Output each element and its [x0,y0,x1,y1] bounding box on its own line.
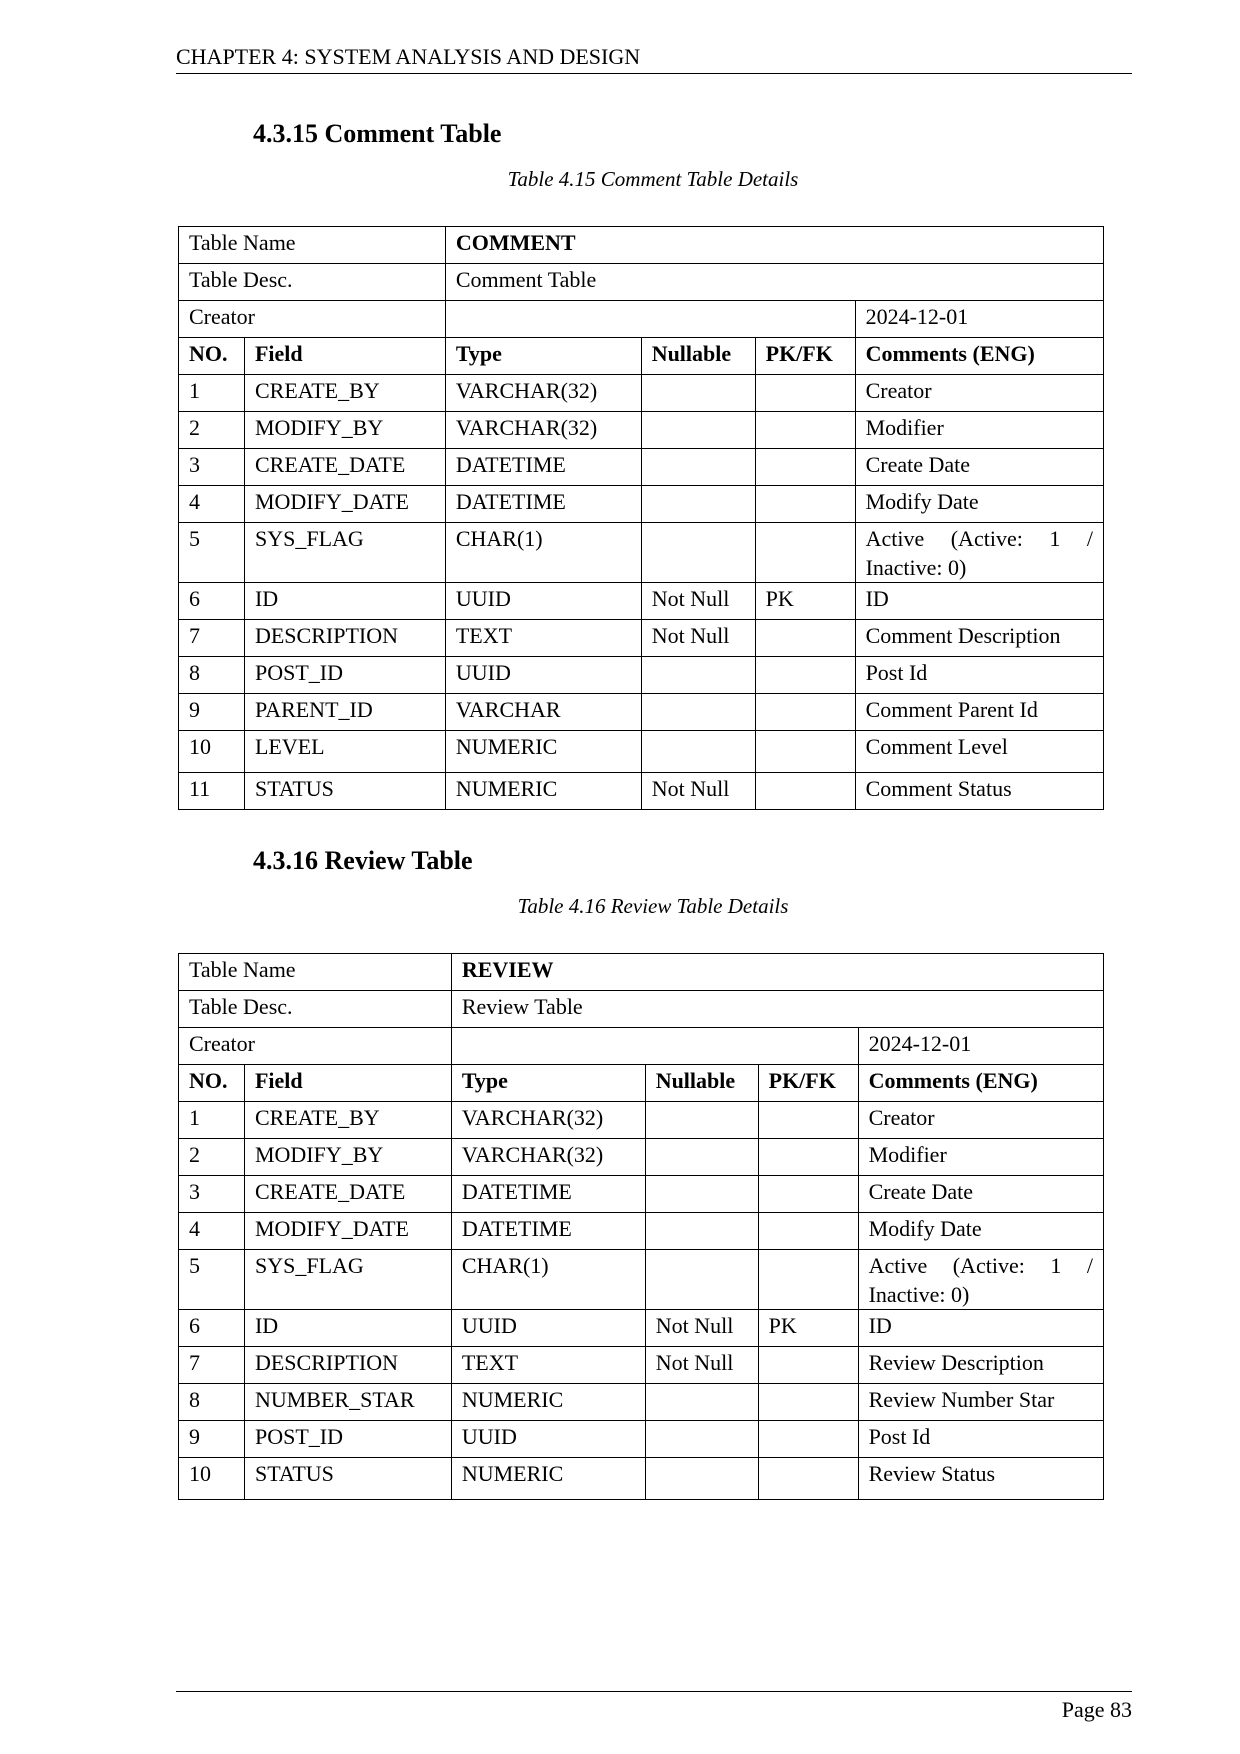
cell-no: 6 [179,583,245,620]
col-header-no: NO. [179,338,245,375]
table-desc-value: Comment Table [445,264,1103,301]
cell-nullable [645,1213,758,1250]
cell-no: 1 [179,1102,245,1139]
table-row [179,1458,1104,1500]
table-caption-review: Table 4.16 Review Table Details [517,894,789,918]
cell-nullable [645,1139,758,1176]
cell-field: SYS_FLAG [244,523,445,583]
column-header-row [179,1065,1104,1102]
cell-pkfk [758,1384,858,1421]
col-header-no: NO. [179,1065,245,1102]
cell-nullable [641,694,755,731]
section-title-review: 4.3.16 Review Table [253,846,473,875]
col-header-pkfk: PK/FK [758,1065,858,1102]
creator-label: Creator [179,301,446,338]
cell-nullable [641,657,755,694]
cell-type: DATETIME [451,1213,645,1250]
col-header-type: Type [451,1065,645,1102]
cell-pkfk [755,523,855,583]
cell-type: CHAR(1) [445,523,641,583]
cell-pkfk [755,486,855,523]
cell-pkfk [755,657,855,694]
cell-comments: Modifier [858,1139,1103,1176]
cell-type: NUMERIC [451,1458,645,1500]
table-row [179,1421,1104,1458]
col-header-nullable: Nullable [645,1065,758,1102]
cell-pkfk [758,1102,858,1139]
cell-pkfk [758,1213,858,1250]
cell-type: UUID [445,583,641,620]
cell-type: DATETIME [451,1176,645,1213]
table-row [179,1139,1104,1176]
col-header-field: Field [244,338,445,375]
header-rule [176,73,1132,74]
table-row [179,657,1104,694]
cell-pkfk [755,694,855,731]
cell-pkfk [755,412,855,449]
cell-comments: Comment Level [855,731,1103,773]
cell-nullable [641,523,755,583]
cell-no: 5 [179,523,245,583]
cell-type: NUMERIC [445,773,641,810]
cell-field: STATUS [244,773,445,810]
table-row [179,375,1104,412]
cell-type: UUID [451,1310,645,1347]
cell-type: UUID [451,1421,645,1458]
cell-pkfk [755,375,855,412]
cell-type: CHAR(1) [451,1250,645,1310]
cell-comments: Active (Active: 1 / Inactive: 0) [855,523,1103,583]
table-row [179,1310,1104,1347]
cell-field: PARENT_ID [244,694,445,731]
creator-label: Creator [179,1028,452,1065]
table-row [179,1384,1104,1421]
cell-type: VARCHAR(32) [451,1139,645,1176]
cell-pkfk [758,1421,858,1458]
table-row [179,1102,1104,1139]
cell-type: DATETIME [445,449,641,486]
cell-no: 7 [179,1347,245,1384]
table-row [179,620,1104,657]
cell-type: VARCHAR(32) [445,375,641,412]
cell-nullable [645,1250,758,1310]
cell-field: NUMBER_STAR [244,1384,451,1421]
cell-no: 4 [179,486,245,523]
review-table [178,953,1104,1500]
cell-field: POST_ID [244,657,445,694]
creator-row [179,301,1104,338]
table-desc-label: Table Desc. [179,991,452,1028]
table-row [179,1347,1104,1384]
col-header-field: Field [244,1065,451,1102]
creator-row [179,1028,1104,1065]
cell-comments: Comment Status [855,773,1103,810]
table-desc-row [179,264,1104,301]
cell-comments: ID [855,583,1103,620]
cell-comments: Comment Description [855,620,1103,657]
cell-no: 10 [179,1458,245,1500]
cell-field: CREATE_BY [244,1102,451,1139]
creator-date: 2024-12-01 [855,301,1103,338]
cell-type: UUID [445,657,641,694]
cell-pkfk [755,449,855,486]
cell-pkfk: PK [755,583,855,620]
cell-field: POST_ID [244,1421,451,1458]
cell-type: VARCHAR(32) [445,412,641,449]
cell-comments: Create Date [858,1176,1103,1213]
cell-type: NUMERIC [451,1384,645,1421]
table-row [179,773,1104,810]
cell-type: TEXT [451,1347,645,1384]
cell-no: 9 [179,694,245,731]
cell-pkfk [755,773,855,810]
cell-field: MODIFY_BY [244,1139,451,1176]
cell-pkfk [755,731,855,773]
cell-nullable: Not Null [641,620,755,657]
table-row [179,449,1104,486]
table-desc-row [179,991,1104,1028]
table-desc-label: Table Desc. [179,264,446,301]
cell-nullable: Not Null [645,1347,758,1384]
comment-table [178,226,1104,810]
cell-nullable [645,1176,758,1213]
table-caption-comment: Table 4.15 Comment Table Details [507,167,799,191]
table-row [179,412,1104,449]
cell-comments: ID [858,1310,1103,1347]
cell-nullable [645,1421,758,1458]
chapter-header: CHAPTER 4: SYSTEM ANALYSIS AND DESIGN [176,44,641,69]
creator-value [451,1028,858,1065]
col-header-comments: Comments (ENG) [855,338,1103,375]
cell-field: STATUS [244,1458,451,1500]
cell-nullable [641,486,755,523]
cell-comments: Create Date [855,449,1103,486]
table-name-row [179,227,1104,264]
cell-no: 10 [179,731,245,773]
cell-no: 2 [179,412,245,449]
cell-field: MODIFY_DATE [244,1213,451,1250]
cell-nullable: Not Null [645,1310,758,1347]
cell-nullable [641,731,755,773]
cell-type: NUMERIC [445,731,641,773]
cell-comments: Modify Date [858,1213,1103,1250]
cell-no: 6 [179,1310,245,1347]
footer-rule [176,1691,1132,1692]
cell-type: DATETIME [445,486,641,523]
cell-pkfk [758,1347,858,1384]
cell-pkfk [758,1250,858,1310]
table-row [179,731,1104,773]
cell-field: DESCRIPTION [244,1347,451,1384]
cell-field: DESCRIPTION [244,620,445,657]
cell-nullable [645,1458,758,1500]
table-row [179,1176,1104,1213]
table-row [179,1213,1104,1250]
table-name-label: Table Name [179,227,446,264]
cell-field: ID [244,1310,451,1347]
cell-no: 9 [179,1421,245,1458]
cell-comments: Creator [858,1102,1103,1139]
cell-field: CREATE_DATE [244,1176,451,1213]
table-row [179,694,1104,731]
cell-no: 8 [179,1384,245,1421]
creator-date: 2024-12-01 [858,1028,1103,1065]
cell-comments: Comment Parent Id [855,694,1103,731]
cell-comments: Post Id [858,1421,1103,1458]
cell-pkfk [758,1176,858,1213]
col-header-pkfk: PK/FK [755,338,855,375]
table-row [179,523,1104,583]
cell-pkfk [758,1139,858,1176]
col-header-nullable: Nullable [641,338,755,375]
page-number: Page 83 [1061,1697,1132,1722]
table-row [179,1250,1104,1310]
cell-field: CREATE_DATE [244,449,445,486]
cell-no: 3 [179,1176,245,1213]
cell-field: SYS_FLAG [244,1250,451,1310]
cell-nullable [645,1102,758,1139]
cell-type: VARCHAR [445,694,641,731]
cell-pkfk: PK [758,1310,858,1347]
cell-field: MODIFY_BY [244,412,445,449]
cell-type: TEXT [445,620,641,657]
table-name-label: Table Name [179,954,452,991]
cell-field: LEVEL [244,731,445,773]
cell-no: 4 [179,1213,245,1250]
cell-field: ID [244,583,445,620]
table-name-value: COMMENT [445,227,1103,264]
cell-nullable [641,375,755,412]
cell-nullable: Not Null [641,583,755,620]
cell-comments: Post Id [855,657,1103,694]
cell-nullable [641,449,755,486]
table-name-value: REVIEW [451,954,1103,991]
cell-no: 3 [179,449,245,486]
column-header-row [179,338,1104,375]
cell-no: 1 [179,375,245,412]
cell-pkfk [755,620,855,657]
cell-comments: Modify Date [855,486,1103,523]
cell-comments: Review Status [858,1458,1103,1500]
cell-nullable [641,412,755,449]
cell-no: 2 [179,1139,245,1176]
table-name-row [179,954,1104,991]
col-header-type: Type [445,338,641,375]
section-title-comment: 4.3.15 Comment Table [253,119,502,148]
table-row [179,583,1104,620]
cell-comments: Modifier [855,412,1103,449]
cell-comments: Review Description [858,1347,1103,1384]
cell-no: 5 [179,1250,245,1310]
cell-comments: Active (Active: 1 / Inactive: 0) [858,1250,1103,1310]
cell-pkfk [758,1458,858,1500]
cell-no: 8 [179,657,245,694]
table-desc-value: Review Table [451,991,1103,1028]
cell-no: 11 [179,773,245,810]
cell-field: CREATE_BY [244,375,445,412]
col-header-comments: Comments (ENG) [858,1065,1103,1102]
table-row [179,486,1104,523]
cell-nullable [645,1384,758,1421]
cell-comments: Review Number Star [858,1384,1103,1421]
cell-comments: Creator [855,375,1103,412]
creator-value [445,301,855,338]
cell-field: MODIFY_DATE [244,486,445,523]
cell-type: VARCHAR(32) [451,1102,645,1139]
cell-nullable: Not Null [641,773,755,810]
cell-no: 7 [179,620,245,657]
